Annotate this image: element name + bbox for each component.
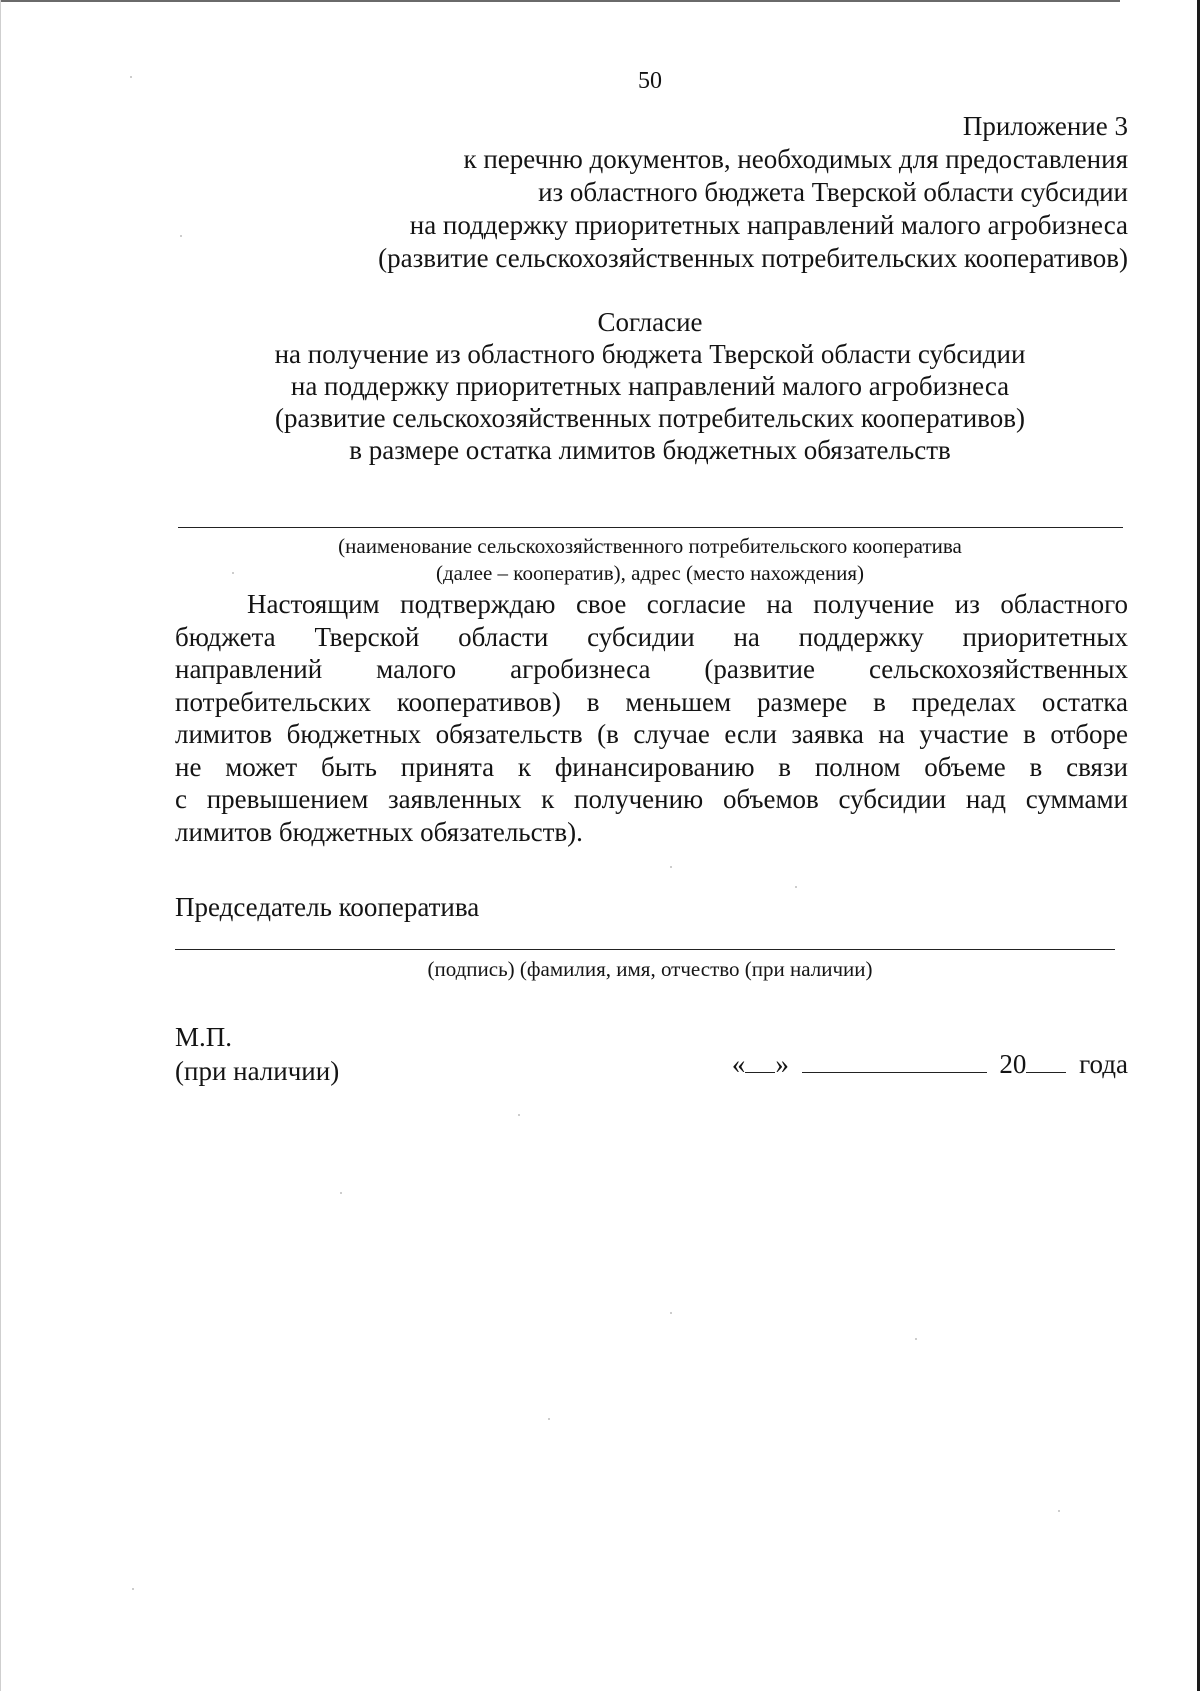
scan-speck (548, 1418, 550, 1420)
scan-speck (180, 235, 182, 237)
stamp-block (175, 1020, 339, 1088)
date-day-field[interactable] (745, 1048, 775, 1073)
date-century: 20 (999, 1049, 1027, 1079)
scan-speck (518, 1114, 520, 1116)
scan-speck (670, 1312, 672, 1314)
scan-speck (795, 886, 797, 888)
scan-speck (915, 1338, 917, 1340)
scan-speck (232, 572, 234, 574)
scan-edge-left (0, 0, 1, 1691)
date-suffix: года (1079, 1049, 1128, 1079)
cooperative-field-caption (240, 533, 1060, 587)
paragraph-line: лимитов бюджетных обязательств). (175, 816, 583, 847)
scan-speck (340, 1192, 342, 1194)
paragraph-line: лимитов бюджетных обязательств (в случае если заявка на участие в отборе (175, 719, 1128, 749)
date-year-field[interactable] (1026, 1048, 1066, 1073)
title-line: (развитие сельскохозяйственных потребительских кооперативов) (275, 403, 1025, 433)
appendix-header (378, 110, 1128, 275)
paragraph-line: направлений малого агробизнеса (развитие сельскохозяйственных (175, 654, 1128, 684)
caption-line: (далее – кооператив), адрес (место нахождения) (436, 561, 864, 585)
scan-speck (132, 1588, 134, 1590)
paragraph-line: Настоящим подтверждаю свое согласие на получение из областного (247, 589, 1128, 619)
caption-line: (наименование сельскохозяйственного потребительского кооператива (338, 534, 962, 558)
title-line: на поддержку приоритетных направлений малого агробизнеса (290, 371, 1010, 401)
signature-caption: (подпись) (фамилия, имя, отчество (при наличии) (427, 957, 873, 981)
date-row (732, 1048, 1128, 1080)
appendix-line: к перечню документов, необходимых для предоставления (463, 144, 1128, 174)
page-number: 50 (638, 68, 662, 94)
consent-paragraph (175, 588, 1128, 848)
title-heading: Согласие (597, 307, 703, 337)
paragraph-line: бюджета Тверской области субсидии на поддержку приоритетных (175, 621, 1128, 652)
scan-speck (670, 866, 672, 868)
chairman-label: Председатель кооператива (175, 892, 480, 922)
appendix-line: Приложение 3 (962, 111, 1128, 141)
stamp-note: (при наличии) (175, 1056, 340, 1086)
scan-speck (130, 76, 132, 78)
stamp-label: М.П. (175, 1022, 233, 1052)
document-title (250, 306, 1050, 466)
date-month-field[interactable] (802, 1048, 987, 1073)
date-close-quote: » (775, 1049, 789, 1079)
signature-field[interactable] (175, 949, 1115, 950)
paragraph-line: с превышением заявленных к получению объемов субсидии над суммами (175, 784, 1128, 814)
appendix-line: из областного бюджета Тверской области субсидии (538, 177, 1128, 207)
scan-edge-top (0, 0, 1120, 2)
appendix-line: на поддержку приоритетных направлений малого агробизнеса (409, 210, 1128, 240)
date-open-quote: « (731, 1049, 746, 1079)
paragraph-line: не может быть принята к финансированию в полном объеме в связи (175, 751, 1128, 782)
title-line: в размере остатка лимитов бюджетных обязательств (349, 435, 951, 465)
appendix-line: (развитие сельскохозяйственных потребительских кооперативов) (378, 243, 1128, 273)
title-line: на получение из областного бюджета Тверской области субсидии (274, 339, 1026, 369)
paragraph-line: потребительских кооперативов) в меньшем размере в пределах остатка (175, 686, 1128, 717)
scan-speck (1058, 1510, 1060, 1512)
cooperative-name-field[interactable] (178, 527, 1123, 528)
